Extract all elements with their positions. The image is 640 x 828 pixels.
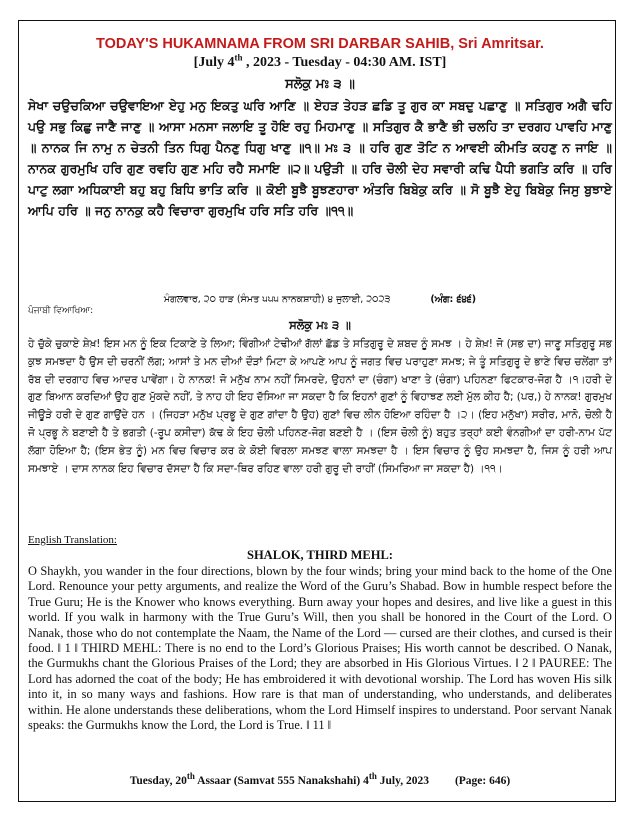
date-open: [July 4 bbox=[193, 55, 235, 70]
footer-sup1: th bbox=[186, 771, 195, 782]
punjabi-explanation: ਹੇ ਚੁੱਕੇ ਚੁਕਾਏ ਸ਼ੇਖ਼! ਇਸ ਮਨ ਨੂੰ ਇਕ ਟਿਕਾਣੇ ਤੇ ਲਿਆ; ਵਿੰਗੀਆਂ ਟੇਢੀਆਂ ਗੱਲਾਂ ਛੱਡ ਤੇ ਸਤਿਗੁਰੂ ਦੇ ਸ਼ਬਦ ਨੂੰ ਸਮਝ । ਹੇ ਸ਼ੇਖ਼! ਜੋ (ਸਭ ਦਾ) ਜਾਣੂ ਸਤਿਗੁਰੂ ਸਭ ਕੁਝ ਸਮਝਦਾ ਹੈ ਉਸ ਦੀ ਚਰਨੀਂ ਲੱਗ; ਆਸਾਂ ਤੇ ਮਨ ਦੀਆਂ ਦੌੜਾਂ ਮਿਟਾ ਕੇ ਆਪਣੇ ਆਪ ਨੂੰ ਜਗਤ ਵਿਚ ਪਰਾਹੁਣਾ ਸਮਝ; ਜੇ ਤੂੰ ਸਤਿਗੁਰੂ ਦੇ ਭਾਣੇ ਵਿਚ ਚਲੇਂਗਾ ਤਾਂ ਰੱਬ ਦੀ ਦਰਗਾਹ ਵਿਚ ਆਦਰ ਪਾਵੇਂਗਾ। ਹੇ ਨਾਨਕ! ਜੋ ਮਨੁੱਖ ਨਾਮ ਨਹੀਂ ਸਿਮਰਦੇ, ਉਹਨਾਂ ਦਾ (ਚੰਗਾ) ਖਾਣਾ ਤੇ (ਚੰਗਾ) ਪਹਿਨਣਾ ਫਿਟਕਾਰ-ਜੋਗ ਹੈ ।੧।ਹਰੀ ਦੇ ਗੁਣ ਬਿਆਨ ਕਰਦਿਆਂ ਉਹ ਗੁਣ ਮੁੱਕਦੇ ਨਹੀਂ, ਤੇ ਨਾਹ ਹੀ ਇਹ ਦੱਸਿਆ ਜਾ ਸਕਦਾ ਹੈ ਕਿ ਇਹਨਾਂ ਗੁਣਾਂ ਨੂੰ ਵਿਹਾਝਣ ਲਈ ਮੁੱਲ ਕੀਹ ਹੈ; (ਪਰ,) ਹੇ ਨਾਨਕ! ਗੁਰਮੁਖ ਜੀਊੜੇ ਹਰੀ ਦੇ ਗੁਣ ਗਾਉਂਦੇ ਹਨ । (ਜਿਹੜਾ ਮਨੁੱਖ ਪ੍ਰਭੂ ਦੇ ਗੁਣ ਗਾਂਦਾ ਹੈ ਉਹ) ਗੁਣਾਂ ਵਿਚ ਲੀਨ ਹੋਇਆ ਰਹਿੰਦਾ ਹੈ ।੨। (ਇਹ ਮਨੁੱਖਾ) ਸਰੀਰ, ਮਾਨੋ, ਚੋਲੀ ਹੈ ਜੋ ਪ੍ਰਭੂ ਨੇ ਬਣਾਈ ਹੈ ਤੇ ਭਗਤੀ (-ਰੂਪ ਕਸੀਦਾ) ਕੱਢ ਕੇ ਇਹ ਚੋਲੀ ਪਹਿਨਣ-ਜੋਗ ਬਣਈ ਹੈ । (ਇਸ ਚੋਲੀ ਨੂੰ) ਬਹੁਤ ਤਰ੍ਹਾਂ ਕਈ ਵੰਨਗੀਆਂ ਦਾ ਹਰੀ-ਨਾਮ ਪੱਟ ਲੱਗਾ ਹੋਇਆ ਹੈ; (ਇਸ ਭੇਤ ਨੂੰ) ਮਨ ਵਿਚ ਵਿਚਾਰ ਕਰ ਕੇ ਕੋਈ ਵਿਰਲਾ ਸਮਝਣ ਵਾਲਾ ਸਮਝਦਾ ਹੈ । ਇਸ ਵਿਚਾਰ ਨੂੰ ਉਹ ਸਮਝਦਾ ਹੈ, ਜਿਸ ਨੂੰ ਹਰੀ ਆਪ ਸਮਝਾਏ । ਦਾਸ ਨਾਨਕ ਇਹ ਵਿਚਾਰ ਦੱਸਦਾ ਹੈ ਕਿ ਸਦਾ-ਥਿਰ ਰਹਿਣ ਵਾਲਾ ਹਰੀ ਗੁਰੂ ਦੀ ਰਾਹੀਂ (ਸਿਮਰਿਆ ਜਾ ਸਕਦਾ ਹੈ) ।੧੧। bbox=[28, 338, 612, 475]
english-label: English Translation: bbox=[28, 534, 117, 546]
footer-part2: Assaar (Samvat 555 Nanakshahi) 4 bbox=[194, 775, 369, 787]
date-suffix: th bbox=[234, 52, 243, 63]
footer-part3: July, 2023 bbox=[376, 775, 429, 787]
punjabi-label: ਪੰਜਾਬੀ ਵਿਆਖਿਆ: bbox=[28, 306, 94, 316]
punjabi-date-line bbox=[0, 294, 640, 305]
footer-page-number: (Page: 646) bbox=[454, 775, 511, 787]
footer-date-line bbox=[0, 771, 640, 787]
english-translation: O Shaykh, you wander in the four directions, blown by the four winds; bring your mind back to the home of the One Lord. Renounce your petty arguments, and realize the Word of the Guru’s Shabad. Bow in humble respect before the True Guru; He is the Knower who knows everything. Burn away your hopes and desires, and live like a guest in this world. If you walk in harmony with the True Guru’s Will, then you shall be honored in the Court of the Lord. O Nanak, those who do not contemplate the Naam, the Name of the Lord — cursed are their clothes, and cursed is their food. ‖ 1 ‖ THIRD MEHL: There is no end to the Lord’s Glorious Praises; His worth cannot be described. O Nanak, the Gurmukhs chant the Glorious Praises of the Lord; they are absorbed in His Glorious Virtues. ‖ 2 ‖ PAUREE: The Lord has adorned the coat of the body; He has embroidered it with devotional worship. The Lord has woven His silk into it, in so many ways and fashions. How rare is that man of understanding, who understands, and deliberates within. He alone understands these deliberations, whom the Lord Himself inspires to understand. Poor servant Nanak speaks: the Gurmukhs know the Lord, the Lord is True. ‖ 11 ‖ bbox=[28, 564, 612, 733]
punjabi-heading: ਸਲੋਕੁ ਮਃ ੩ ॥ bbox=[289, 318, 351, 332]
footer-sup2: th bbox=[368, 771, 377, 782]
page-title bbox=[0, 36, 640, 52]
title-main: TODAY'S HUKAMNAMA FROM SRI DARBAR SAHIB bbox=[96, 36, 451, 52]
punjabi-date: ਮੰਗਲਵਾਰ, ੨੦ ਹਾੜ (ਸੰਮਤ ੫੫੫ ਨਾਨਕਸ਼ਾਹੀ) ੪ ਜੁਲਾਈ, ੨੦੨੩ bbox=[163, 294, 391, 305]
footer-part1: Tuesday, 20 bbox=[129, 775, 187, 787]
title-location: , Sri Amritsar. bbox=[450, 36, 544, 52]
date-rest: , 2023 - Tuesday - 04:30 AM. IST] bbox=[242, 55, 447, 70]
ang-number: (ਅੰਗ: ੬੪੬) bbox=[430, 294, 477, 305]
gurbani-heading: ਸਲੋਕੁ ਮਃ ੩ ॥ bbox=[285, 77, 355, 92]
date-line bbox=[0, 52, 640, 71]
english-heading: SHALOK, THIRD MEHL: bbox=[247, 548, 393, 562]
gurbani-text: ਸੇਖਾ ਚਉਚਕਿਆ ਚਉਵਾਇਆ ਏਹੁ ਮਨੁ ਇਕਤੁ ਘਰਿ ਆਣਿ ॥ ਏਹੜ ਤੇਹੜ ਛਡਿ ਤੂ ਗੁਰ ਕਾ ਸਬਦੁ ਪਛਾਣੁ ॥ ਸਤਿਗੁਰ ਅਗੈ ਢਹਿ ਪਉ ਸਭੁ ਕਿਛੁ ਜਾਣੈ ਜਾਣੁ ॥ ਆਸਾ ਮਨਸਾ ਜਲਾਇ ਤੂ ਹੋਇ ਰਹੁ ਮਿਹਮਾਣੁ ॥ ਸਤਿਗੁਰ ਕੈ ਭਾਣੈ ਭੀ ਚਲਹਿ ਤਾ ਦਰਗਹ ਪਾਵਹਿ ਮਾਣੁ ॥ ਨਾਨਕ ਜਿ ਨਾਮੁ ਨ ਚੇਤਨੀ ਤਿਨ ਧਿਗੁ ਪੈਨਣੁ ਧਿਗੁ ਖਾਣੁ ॥੧॥ ਮਃ ੩ ॥ ਹਰਿ ਗੁਣ ਤੋਟਿ ਨ ਆਵਈ ਕੀਮਤਿ ਕਹਣੁ ਨ ਜਾਇ ॥ ਨਾਨਕ ਗੁਰਮੁਖਿ ਹਰਿ ਗੁਣ ਰਵਹਿ ਗੁਣ ਮਹਿ ਰਹੈ ਸਮਾਇ ॥੨॥ ਪਉੜੀ ॥ ਹਰਿ ਚੋਲੀ ਦੇਹ ਸਵਾਰੀ ਕਢਿ ਪੈਧੀ ਭਗਤਿ ਕਰਿ ॥ ਹਰਿ ਪਾਟੁ ਲਗਾ ਅਧਿਕਾਈ ਬਹੁ ਬਹੁ ਬਿਧਿ ਭਾਤਿ ਕਰਿ ॥ ਕੋਈ ਬੂਝੈ ਬੂਝਣਹਾਰਾ ਅੰਤਰਿ ਬਿਬੇਕੁ ਕਰਿ ॥ ਸੋ ਬੂਝੈ ਏਹੁ ਬਿਬੇਕੁ ਜਿਸੁ ਬੁਝਾਏ ਆਪਿ ਹਰਿ ॥ ਜਨੁ ਨਾਨਕੁ ਕਹੈ ਵਿਚਾਰਾ ਗੁਰਮੁਖਿ ਹਰਿ ਸਤਿ ਹਰਿ ॥੧੧॥ bbox=[28, 98, 612, 218]
